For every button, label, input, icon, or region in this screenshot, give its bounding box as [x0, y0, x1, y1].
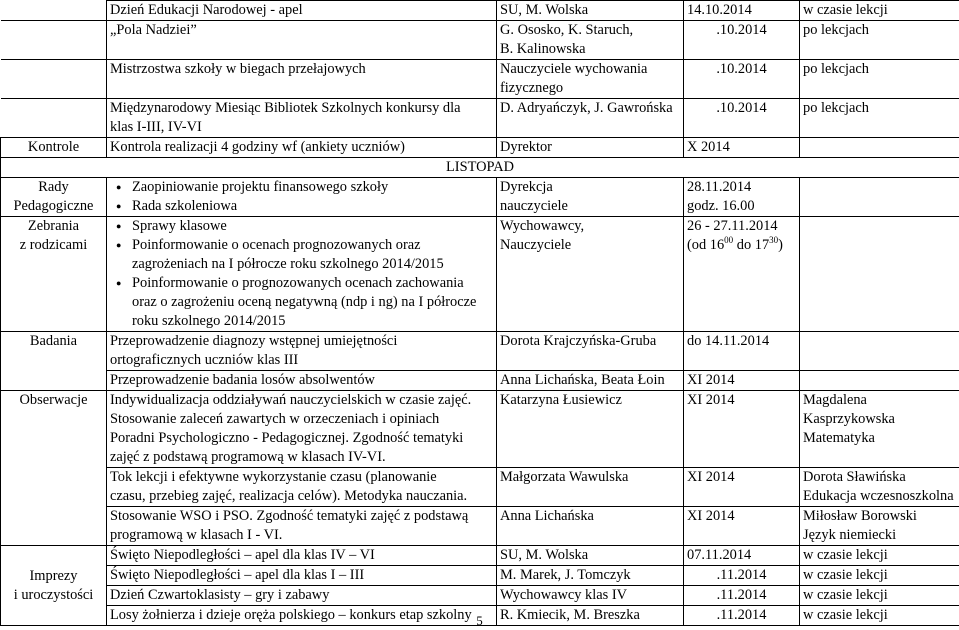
responsible-cell: Dyrektor [497, 138, 684, 158]
list-item: ● Rada szkoleniowa [132, 197, 493, 216]
responsible-cell: Dorota Krajczyńska-Gruba [497, 332, 684, 371]
event-cell: Dzień Edukacji Narodowej - apel [107, 1, 497, 21]
event-cell: Święto Niepodległości – apel dla klas IV – VI [107, 546, 497, 566]
responsible-cell: SU, M. Wolska [497, 546, 684, 566]
date-cell: .10.2014 [684, 99, 800, 138]
table-row [1, 178, 959, 217]
date-cell: 26 - 27.11.2014 (od $16^{00}$ do $17^{30}$) [684, 217, 800, 332]
task-cell: Przeprowadzenie badania losów absolwentów [107, 371, 497, 391]
task-cell: Kontrola realizacji 4 godziny wf (ankiety uczniów) [107, 138, 497, 158]
time-cell: po lekcjach [800, 21, 959, 60]
time-cell: w czasie lekcji [800, 546, 959, 566]
event-cell: Losy żołnierza i dzieje oręża polskiego – konkurs etap szkolny [107, 606, 497, 626]
table-row [1, 21, 959, 60]
table-row [1, 332, 959, 371]
section-label-kontrole: Kontrole [1, 138, 107, 158]
date-cell: 07.11.2014 [684, 546, 800, 566]
responsible-cell: Wychowawcy klas IV [497, 586, 684, 606]
table-row [1, 60, 959, 99]
date-cell: .11.2014 [684, 566, 800, 586]
date-cell: XI 2014 [684, 391, 800, 468]
date-cell: .10.2014 [684, 60, 800, 99]
table-row [1, 1, 959, 21]
time-cell: w czasie lekcji [800, 606, 959, 626]
date-cell: .11.2014 [684, 586, 800, 606]
responsible-cell: M. Marek, J. Tomczyk [497, 566, 684, 586]
responsible-cell: Małgorzata Wawulska [497, 468, 684, 507]
time-cell: w czasie lekcji [800, 586, 959, 606]
time-cell: w czasie lekcji [800, 1, 959, 21]
date-cell: do 14.11.2014 [684, 332, 800, 371]
task-cell [107, 178, 497, 217]
list-item: ● Poinformowanie o ocenach prognozowanych oraz zagrożeniach na I półrocze roku szkolnego 2014/2015 [132, 236, 493, 274]
section-label-imprezy: Imprezy i uroczystości [1, 546, 107, 626]
date-cell: XI 2014 [684, 507, 800, 546]
table-row [1, 507, 959, 546]
section-label-obserwacje: Obserwacje [1, 391, 107, 546]
date-cell: XI 2014 [684, 468, 800, 507]
date-cell: 14.10.2014 [684, 1, 800, 21]
month-header-row [1, 158, 959, 178]
date-cell: XI 2014 [684, 371, 800, 391]
list-item: ● Zaopiniowanie projektu finansowego szkoły [132, 178, 493, 197]
date-cell: .10.2014 [684, 21, 800, 60]
month-header: LISTOPAD [1, 158, 959, 178]
responsible-cell: Wychowawcy, Nauczyciele [497, 217, 684, 332]
section-label-badania: Badania [1, 332, 107, 391]
table-row [1, 217, 959, 332]
responsible-cell: R. Kmiecik, M. Breszka [497, 606, 684, 626]
section-label-zebrania: Zebrania z rodzicami [1, 217, 107, 332]
date-cell: 28.11.2014 godz. 16.00 [684, 178, 800, 217]
table-row [1, 546, 959, 566]
section-label-rady: Rady Pedagogiczne [1, 178, 107, 217]
event-cell: „Pola Nadziei” [107, 21, 497, 60]
responsible-cell: G. Ososko, K. Staruch, B. Kalinowska [497, 21, 684, 60]
table-row [1, 566, 959, 586]
observed-cell: Magdalena Kasprzykowska Matematyka [800, 391, 959, 468]
task-cell: Przeprowadzenie diagnozy wstępnej umiejętności ortograficznych uczniów klas III [107, 332, 497, 371]
task-cell [107, 217, 497, 332]
event-cell: Święto Niepodległości – apel dla klas I – III [107, 566, 497, 586]
task-cell: Tok lekcji i efektywne wykorzystanie czasu (planowanie czasu, przebieg zajęć, realizacja celów). Metodyka nauczania. [107, 468, 497, 507]
responsible-cell: Nauczyciele wychowania fizycznego [497, 60, 684, 99]
date-cell: X 2014 [684, 138, 800, 158]
responsible-cell: Katarzyna Łusiewicz [497, 391, 684, 468]
responsible-cell: Anna Lichańska [497, 507, 684, 546]
table-row [1, 371, 959, 391]
time-cell: po lekcjach [800, 60, 959, 99]
task-cell: Indywidualizacja oddziaływań nauczycielskich w czasie zajęć. Stosowanie zaleceń zawartych w orzeczeniach i opiniach Poradni Psychologiczno - Pedagogicznej. Zgodność tematyki zajęć z podstawą programową w klasach IV-VI. [107, 391, 497, 468]
time-cell: po lekcjach [800, 99, 959, 138]
event-cell: Dzień Czwartoklasisty – gry i zabawy [107, 586, 497, 606]
event-cell: Mistrzostwa szkoły w biegach przełajowych [107, 60, 497, 99]
date-cell: .11.2014 [684, 606, 800, 626]
responsible-cell: D. Adryańczyk, J. Gawrońska [497, 99, 684, 138]
task-cell: Stosowanie WSO i PSO. Zgodność tematyki zajęć z podstawą programową w klasach I - VI. [107, 507, 497, 546]
time-cell: w czasie lekcji [800, 566, 959, 586]
observed-cell: Dorota Sławińska Edukacja wczesnoszkolna [800, 468, 959, 507]
table-row [1, 138, 959, 158]
responsible-cell: SU, M. Wolska [497, 1, 684, 21]
event-cell: Międzynarodowy Miesiąc Bibliotek Szkolnych konkursy dla klas I-III, IV-VI [107, 99, 497, 138]
table-row [1, 99, 959, 138]
observed-cell: Miłosław Borowski Język niemiecki [800, 507, 959, 546]
meeting-time: (od $16^{00}$ do $17^{30}$) [687, 236, 796, 255]
table-row [1, 468, 959, 507]
responsible-cell: Dyrekcja nauczyciele [497, 178, 684, 217]
list-item: ● Poinformowanie o prognozowanych ocenach zachowania oraz o zagrożeniu oceną negatywną (ndp i ng) na I półrocze roku szkolnego 2014/2015 [132, 274, 493, 331]
table-row [1, 391, 959, 468]
page-number: 5 [0, 611, 959, 630]
responsible-cell: Anna Lichańska, Beata Łoin [497, 371, 684, 391]
list-item: ● Sprawy klasowe [132, 217, 493, 236]
table-row [1, 586, 959, 606]
